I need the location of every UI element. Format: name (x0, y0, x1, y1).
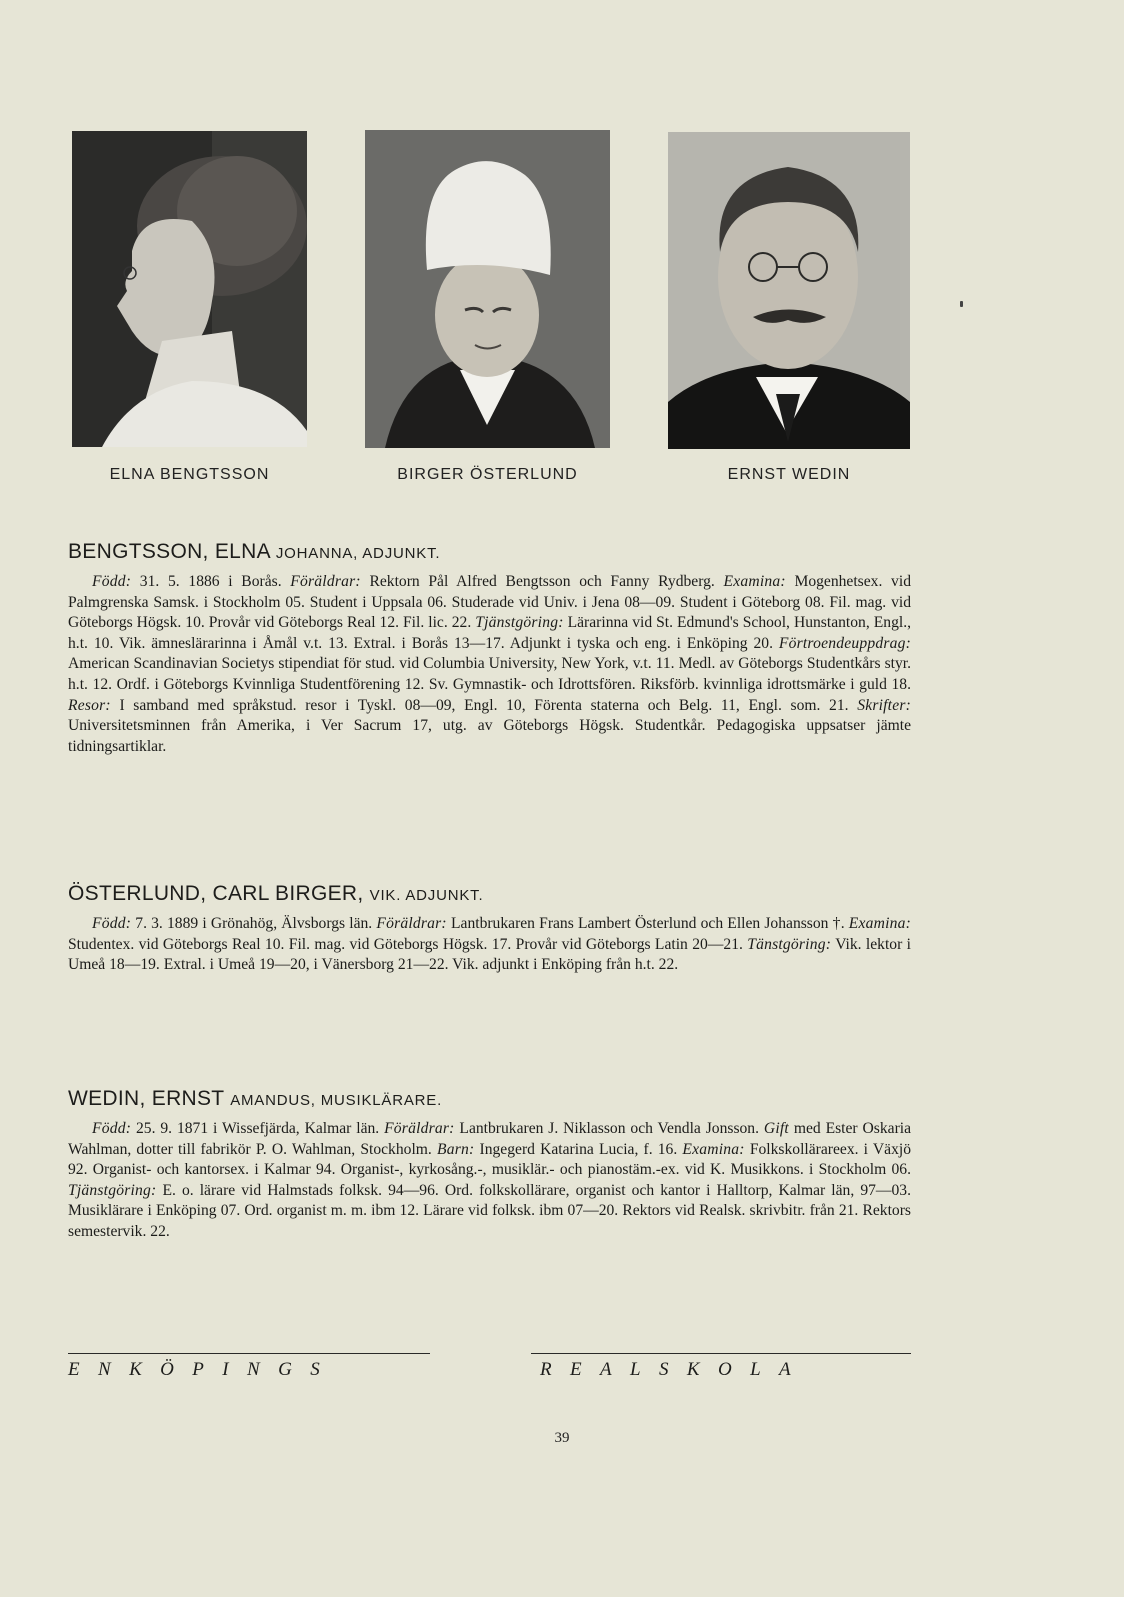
field-text: med Ester Oskaria Wahlman, dotter till fabrikör P. O. Wahlman, Stockholm. (68, 1120, 912, 1158)
field-label: Förtroendeuppdrag: (778, 634, 911, 652)
field-label: Född: (92, 573, 132, 590)
field-text: Lärarinna vid St. Edmund's School, Hunstanton, Engl., h.t. 10. Vik. ämneslärarinna i Åmål v.t. 13. Extral. i Borås 13—17. Adjunkt i tyska och eng. i Enköping 20. (68, 614, 911, 652)
field-label: Född: (92, 1120, 132, 1137)
field-text: Vik. lektor i Umeå 18—19. Extral. i Umeå 19—20, i Vänersborg 21—22. Vik. adjunkt i Enköping från h.t. 22. (68, 935, 911, 974)
portrait-image (668, 132, 910, 449)
field-text: Ingegerd Katarina Lucia, f. 16. (474, 1140, 683, 1158)
field-text: Studentex. vid Göteborgs Real 10. Fil. mag. vid Göteborgs Högsk. 17. Provår vid Göteborgs Latin 20—21. (68, 935, 748, 953)
field-label: Examina: (682, 1140, 745, 1158)
entry-title: JOHANNA, ADJUNKT. (275, 545, 441, 562)
portrait-caption: ELNA BENGTSSON (109, 466, 270, 483)
entry-body (68, 572, 911, 757)
field-text: Folkskollärareex. i Växjö 92. Organist- och kantorsex. i Kalmar 94. Organist-, kyrkosång.-, musiklär.- och pianostäm.-ex. vid K. Musikkons. i Stockholm 06. (68, 1140, 911, 1179)
field-label: Resor: (68, 696, 111, 714)
field-label: Examina: (848, 915, 911, 932)
field-text: American Scandinavian Societys stipendiat för stud. vid Columbia University, New York, v.t. 11. Medl. av Göteborgs Studentkårs styr. h.t. 12. Ordf. i Göteborgs Kvinnliga Studentförening 12. Sv. Gymnastik- och Idrottsfören. Riksförb. kvinnliga idrottsmärke i guld 18. (68, 655, 911, 693)
footer-school-name-right: REALSKOLA (540, 1359, 810, 1380)
portrait-birger-osterlund (365, 130, 610, 448)
field-label: Föräldrar: (384, 1120, 455, 1137)
field-text: Lantbrukaren J. Niklasson och Vendla Jonsson. (454, 1120, 764, 1137)
entry-body (68, 914, 911, 976)
field-text: Rektorn Pål Alfred Bengtsson och Fanny Rydberg. (360, 573, 724, 590)
portrait-caption: BIRGER ÖSTERLUND (397, 466, 578, 483)
scan-speck (960, 301, 963, 307)
portrait-elna-bengtsson (72, 131, 307, 447)
footer-rule-left (68, 1353, 430, 1354)
field-label: Tjänstgöring: (475, 614, 564, 632)
entry-heading (68, 1087, 911, 1111)
field-label: Gift (763, 1120, 789, 1137)
field-label: Tänstgöring: (747, 935, 832, 953)
field-label: Examina: (723, 573, 786, 590)
field-text: I samband med språkstud. resor i Tyskl. 08—09, Engl. 10, Förenta staterna och Belg. 11, Engl. som. 21. (110, 696, 858, 714)
biography-entry (68, 1087, 911, 1243)
entry-body (68, 1119, 911, 1243)
field-label: Barn: (436, 1140, 475, 1158)
field-text: Mogenhetsex. vid Palmgrenska Samsk. i Stockholm 05. Student i Uppsala 06. Studerade vid Univ. i Jena 08—09. Student i Göteborg 08. Fil. mag. vid Göteborgs Högsk. 10. Provår vid Göteborgs Real 12. Fil. lic. 22. (68, 573, 911, 632)
portrait-image (365, 130, 610, 448)
portrait-caption: ERNST WEDIN (727, 466, 851, 483)
field-text: 25. 9. 1871 i Wissefjärda, Kalmar län. (131, 1120, 385, 1137)
entry-heading (68, 882, 911, 906)
biography-entry (68, 540, 911, 757)
page-number: 39 (554, 1430, 570, 1446)
entry-name: WEDIN, ERNST (68, 1087, 225, 1110)
portrait-ernst-wedin (668, 132, 910, 449)
field-label: Född: (92, 915, 132, 932)
field-text: 31. 5. 1886 i Borås. (131, 573, 291, 590)
entry-name: ÖSTERLUND, CARL BIRGER, (68, 882, 364, 905)
field-text: Lantbrukaren Frans Lambert Österlund och Ellen Johansson †. (446, 915, 849, 932)
field-text: 7. 3. 1889 i Grönahög, Älvsborgs län. (131, 915, 377, 932)
portrait-image (72, 131, 307, 447)
field-text: E. o. lärare vid Halmstads folksk. 94—96. Ord. folkskollärare, organist och kantor i Halltorp, Kalmar län, 97—03. Musiklärare i Enköping 07. Ord. organist m. m. ibm 12. Lärare vid folksk. ibm 07—20. Rektors vid Realsk. skrivbitr. från 21. Rektors semestervik. 22. (68, 1181, 911, 1240)
entry-title: AMANDUS, MUSIKLÄRARE. (230, 1092, 443, 1109)
entry-name: BENGTSSON, ELNA (68, 540, 270, 563)
field-label: Föräldrar: (376, 915, 447, 932)
field-label: Skrifter: (857, 696, 911, 714)
entry-title: VIK. ADJUNKT. (369, 887, 484, 904)
entry-heading (68, 540, 911, 564)
field-text: Universitetsminnen från Amerika, i Ver Sacrum 17, utg. av Göteborgs Högsk. Studentkår. Pedagogiska uppsatser jämte tidningsartiklar. (68, 717, 911, 755)
footer-school-name-left: ENKÖPINGS (68, 1359, 339, 1380)
footer-rule-right (531, 1353, 911, 1354)
field-label: Föräldrar: (290, 573, 361, 590)
biography-entry (68, 882, 911, 976)
field-label: Tjänstgöring: (68, 1181, 157, 1199)
